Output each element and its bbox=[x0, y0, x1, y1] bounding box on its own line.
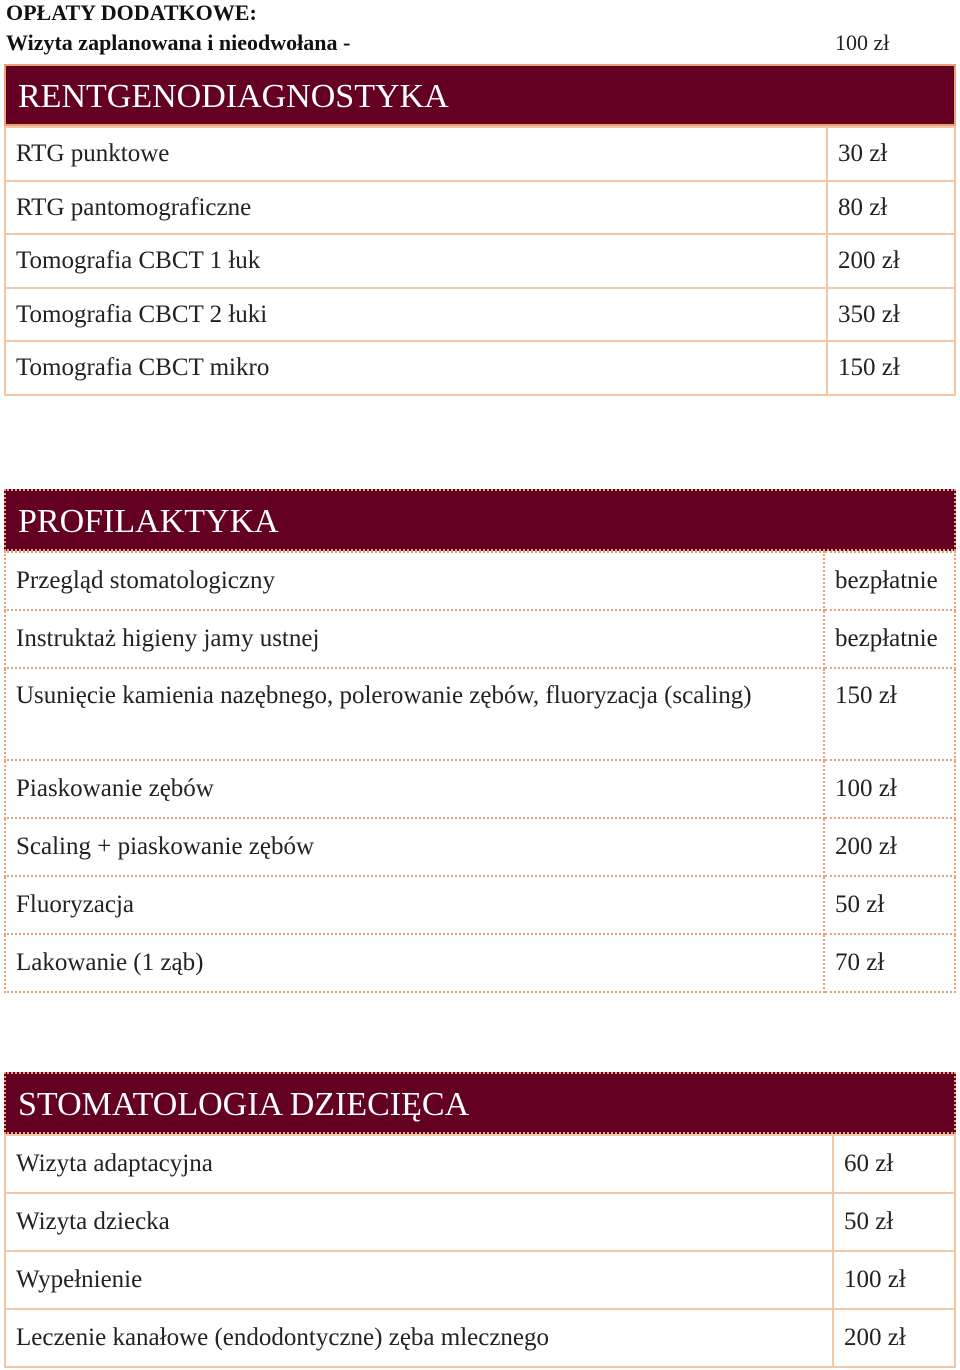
table-row bbox=[5, 760, 955, 818]
table-row bbox=[5, 552, 955, 610]
table-row bbox=[5, 668, 955, 760]
table-row bbox=[5, 1309, 955, 1367]
section-stomatologia-dziecieca bbox=[4, 1072, 956, 1368]
service-price: 200 zł bbox=[827, 234, 955, 288]
service-price: 200 zł bbox=[833, 1309, 955, 1367]
service-name: Wypełnienie bbox=[5, 1251, 833, 1309]
service-price: bezpłatnie bbox=[824, 610, 955, 668]
section-header: STOMATOLOGIA DZIECIĘCA bbox=[4, 1072, 956, 1134]
table-row bbox=[5, 288, 955, 342]
service-price: bezpłatnie bbox=[824, 552, 955, 610]
missed-visit-label: Wizyta zaplanowana i nieodwołana - bbox=[6, 30, 351, 55]
service-price: 150 zł bbox=[824, 668, 955, 760]
table-row bbox=[5, 818, 955, 876]
service-price: 70 zł bbox=[824, 934, 955, 992]
service-name: Lakowanie (1 ząb) bbox=[5, 934, 824, 992]
service-name: RTG punktowe bbox=[5, 127, 827, 181]
missed-visit-price: 100 zł bbox=[835, 30, 890, 55]
service-name: Tomografia CBCT 2 łuki bbox=[5, 288, 827, 342]
table-row bbox=[5, 610, 955, 668]
section-header: PROFILAKTYKA bbox=[4, 489, 956, 551]
page-title: OPŁATY DODATKOWE: bbox=[6, 0, 257, 25]
service-price: 200 zł bbox=[824, 818, 955, 876]
service-price: 350 zł bbox=[827, 288, 955, 342]
service-name: Tomografia CBCT mikro bbox=[5, 341, 827, 395]
service-name: Piaskowanie zębów bbox=[5, 760, 824, 818]
service-price: 50 zł bbox=[833, 1193, 955, 1251]
service-name: Leczenie kanałowe (endodontyczne) zęba mlecznego bbox=[5, 1309, 833, 1367]
table-row bbox=[5, 341, 955, 395]
service-name: Usunięcie kamienia nazębnego, polerowanie zębów, fluoryzacja (scaling) bbox=[5, 668, 824, 760]
table-row bbox=[5, 934, 955, 992]
service-price: 50 zł bbox=[824, 876, 955, 934]
service-price: 100 zł bbox=[824, 760, 955, 818]
price-table bbox=[4, 126, 956, 396]
service-price: 60 zł bbox=[833, 1135, 955, 1193]
table-row bbox=[5, 876, 955, 934]
price-table bbox=[4, 551, 956, 993]
service-name: Wizyta adaptacyjna bbox=[5, 1135, 833, 1193]
service-price: 30 zł bbox=[827, 127, 955, 181]
table-row bbox=[5, 1193, 955, 1251]
table-row bbox=[5, 1251, 955, 1309]
service-name: Instruktaż higieny jamy ustnej bbox=[5, 610, 824, 668]
service-name: RTG pantomograficzne bbox=[5, 181, 827, 235]
table-row bbox=[5, 234, 955, 288]
service-name: Scaling + piaskowanie zębów bbox=[5, 818, 824, 876]
section-header: RENTGENODIAGNOSTYKA bbox=[4, 64, 956, 126]
section-rentgenodiagnostyka bbox=[4, 64, 956, 396]
table-row bbox=[5, 127, 955, 181]
service-name: Przegląd stomatologiczny bbox=[5, 552, 824, 610]
table-row bbox=[5, 181, 955, 235]
service-price: 100 zł bbox=[833, 1251, 955, 1309]
table-row bbox=[5, 1135, 955, 1193]
price-table bbox=[4, 1134, 956, 1368]
service-name: Fluoryzacja bbox=[5, 876, 824, 934]
section-profilaktyka bbox=[4, 489, 956, 993]
service-price: 150 zł bbox=[827, 341, 955, 395]
service-name: Tomografia CBCT 1 łuk bbox=[5, 234, 827, 288]
service-name: Wizyta dziecka bbox=[5, 1193, 833, 1251]
service-price: 80 zł bbox=[827, 181, 955, 235]
